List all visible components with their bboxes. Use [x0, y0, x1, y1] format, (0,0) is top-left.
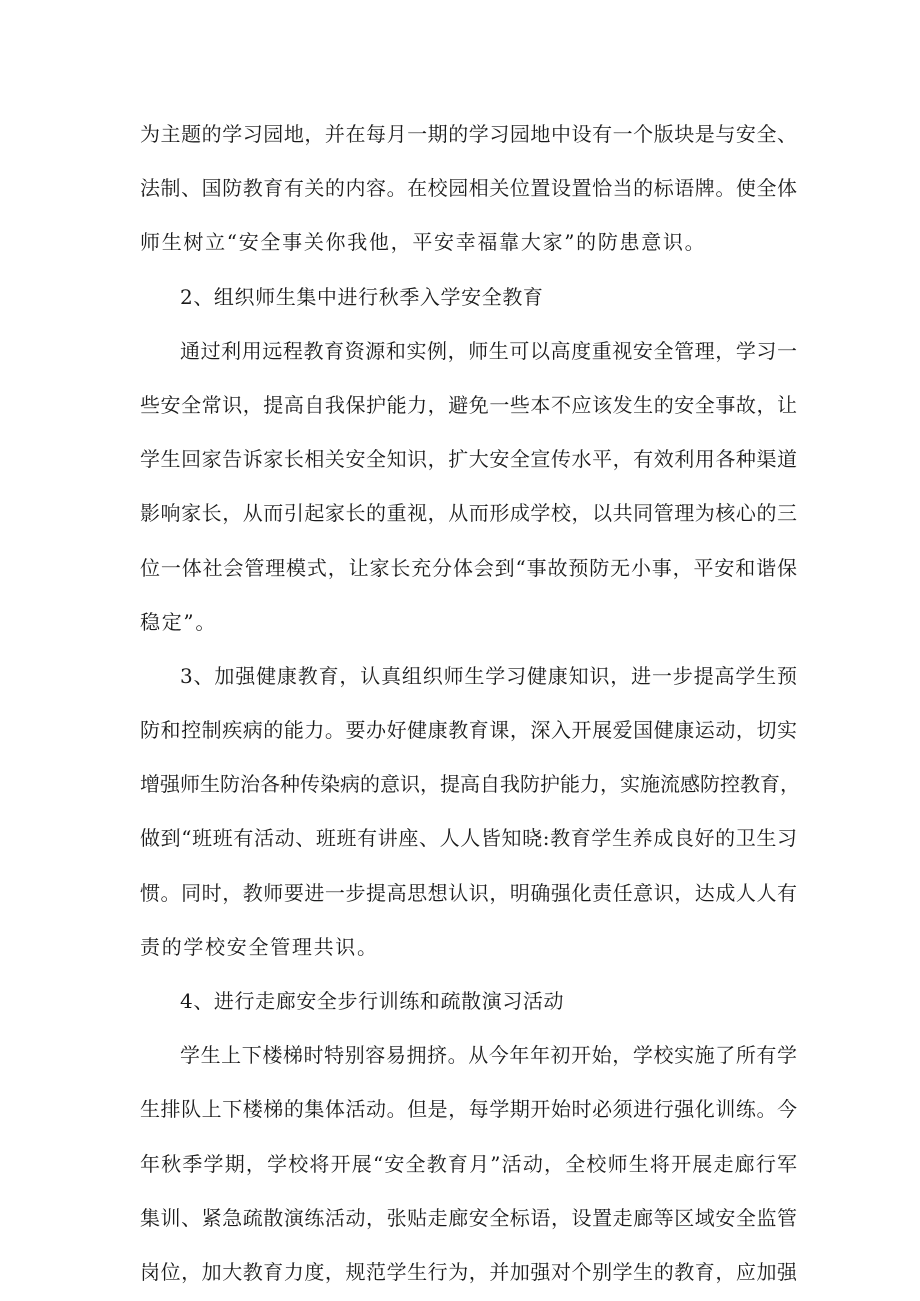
paragraph-line: 法制、国防教育有关的内容。在校园相关位置设置恰当的标语牌。使全体: [140, 176, 797, 201]
paragraph-line: 些安全常识，提高自我保护能力，避免一些本不应该发生的安全事故，让: [140, 392, 797, 417]
paragraph-line: 稳定”。: [140, 609, 218, 634]
paragraph-line: 惯。同时，教师要进一步提高思想认识，明确强化责任意识，达成人人有: [140, 880, 797, 905]
paragraph-line: 责的学校安全管理共识。: [140, 934, 379, 959]
paragraph-line: 影响家长，从而引起家长的重视，从而形成学校，以共同管理为核心的三: [140, 501, 797, 526]
section-heading-text: 2、组织师生集中进行秋季入学安全教育: [180, 284, 544, 309]
paragraph-line: 为主题的学习园地，并在每月一期的学习园地中设有一个版块是与安全、: [140, 122, 797, 146]
paragraph-line: 位一体社会管理模式，让家长充分体会到“事故预防无小事，平安和谐保: [140, 555, 797, 580]
paragraph-line: 年秋季学期，学校将开展“安全教育月”活动，全校师生将开展走廊行军: [140, 1151, 797, 1176]
section-2-paragraph: [140, 324, 797, 649]
paragraph-line: 增强师生防治各种传染病的意识，提高自我防护能力，实施流感防控教育，: [140, 772, 800, 797]
paragraph-line: 通过利用远程教育资源和实例，师生可以高度重视安全管理，学习一: [180, 338, 797, 363]
paragraph-line: 生排队上下楼梯的集体活动。但是，每学期开始时必须进行强化训练。今: [140, 1097, 797, 1122]
section-4-paragraph: [140, 1028, 797, 1299]
section-3-paragraph: [140, 649, 800, 974]
paragraph-line: 岗位，加大教育力度，规范学生行为，并加强对个别学生的教育，应加强: [140, 1259, 797, 1284]
paragraph-line: 集训、紧急疏散演练活动，张贴走廊安全标语，设置走廊等区域安全监管: [140, 1205, 797, 1230]
paragraph-line: 防和控制疾病的能力。要办好健康教育课，深入开展爱国健康运动，切实: [140, 718, 797, 743]
paragraph-line: 师生树立“安全事关你我他，平安幸福靠大家”的防患意识。: [140, 230, 707, 255]
section-heading-text: 4、进行走廊安全步行训练和疏散演习活动: [180, 989, 565, 1013]
continuation-paragraph: [140, 107, 797, 270]
paragraph-line: 学生回家告诉家长相关安全知识，扩大安全宣传水平，有效利用各种渠道: [140, 447, 797, 472]
paragraph-line: 做到“班班有活动、班班有讲座、人人皆知晓:教育学生养成良好的卫生习: [140, 826, 797, 851]
paragraph-line: 3、加强健康教育，认真组织师生学习健康知识，进一步提高学生预: [180, 663, 797, 688]
document-body: [140, 107, 800, 1299]
section-heading-2: [140, 270, 797, 324]
paragraph-line: 学生上下楼梯时特别容易拥挤。从今年年初开始，学校实施了所有学: [180, 1043, 797, 1068]
section-heading-4: [140, 974, 797, 1028]
